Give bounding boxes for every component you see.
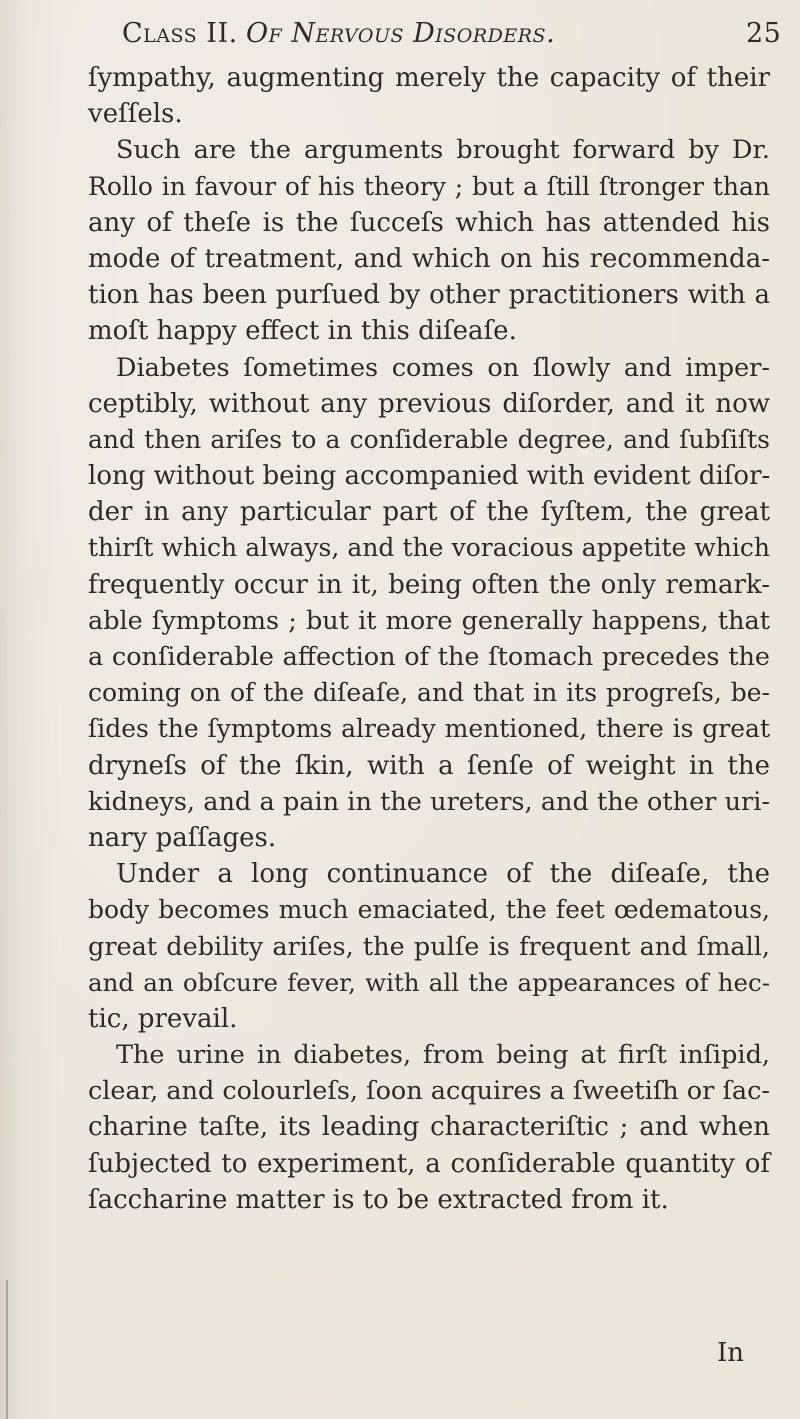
- header-title: Of Nervous Disorders.: [246, 18, 556, 49]
- body-text: [88, 60, 770, 1218]
- text-line: The urine in diabetes, from being at firſt inſipid,: [116, 1040, 770, 1071]
- gutter-shadow: [6, 1280, 8, 1419]
- text-line: long without being accompanied with evident diſor-: [88, 461, 771, 492]
- text-line: Under a long continuance of the diſeaſe, the: [116, 859, 770, 890]
- text-line: any of theſe is the ſucceſs which has attended his: [88, 207, 770, 238]
- text-line: moſt happy effect in this diſeaſe.: [88, 316, 517, 347]
- text-line: ſides the ſymptoms already mentioned, there is great: [88, 714, 770, 744]
- text-line: ſaccharine matter is to be extracted from it.: [88, 1184, 669, 1215]
- text-line: kidneys, and a pain in the ureters, and the other uri-: [88, 786, 770, 817]
- text-line: frequently occur in it, being often the only remark-: [88, 569, 770, 600]
- text-line: charine taſte, its leading characteriſtic ; and when: [88, 1112, 770, 1143]
- running-header: [122, 18, 782, 54]
- text-line: mode of treatment, and which on his recommenda-: [88, 243, 770, 274]
- text-line: body becomes much emaciated, the feet œdematous,: [88, 895, 770, 925]
- text-line: tion has been purſued by other practitioners with a: [88, 280, 770, 311]
- text-line: clear, and colourleſs, ſoon acquires a ſweetiſh or ſac-: [88, 1076, 770, 1107]
- text-line: veſſels.: [88, 99, 183, 130]
- text-line: Such are the arguments brought forward by Dr.: [116, 135, 770, 166]
- text-line: great debility ariſes, the pulſe is frequent and ſmall,: [88, 931, 770, 962]
- text-line: thirſt which always, and the voracious appetite which: [88, 533, 770, 563]
- text-line: able ſymptoms ; but it more generally happens, that: [88, 605, 770, 636]
- header-class-label: Class II.: [122, 18, 238, 49]
- text-line: a conſiderable affection of the ſtomach precedes the: [88, 642, 770, 672]
- text-line: der in any particular part of the ſyſtem, the great: [88, 497, 770, 528]
- text-line: and an obſcure fever, with all the appearances of hec-: [88, 967, 770, 997]
- text-line: ſympathy, augmenting merely the capacity of their: [88, 63, 770, 93]
- text-line: nary paſſages.: [88, 822, 277, 853]
- text-line: tic, prevail.: [88, 1003, 238, 1034]
- text-line: and then ariſes to a conſiderable degree, and ſubſiſts: [88, 424, 770, 454]
- catchword: In: [717, 1338, 745, 1368]
- page-number: 25: [746, 18, 782, 49]
- text-line: dryneſs of the ſkin, with a ſenſe of weight in the: [88, 750, 770, 781]
- text-line: Diabetes ſometimes comes on ſlowly and imper-: [116, 352, 770, 383]
- text-line: Rollo in favour of his theory ; but a ſtill ſtronger than: [88, 171, 770, 201]
- text-line: ceptibly, without any previous diſorder, and it now: [88, 388, 770, 419]
- text-line: ſubjected to experiment, a conſiderable quantity of: [88, 1148, 770, 1179]
- text-line: coming on of the diſeaſe, and that in its progreſs, be-: [88, 678, 770, 708]
